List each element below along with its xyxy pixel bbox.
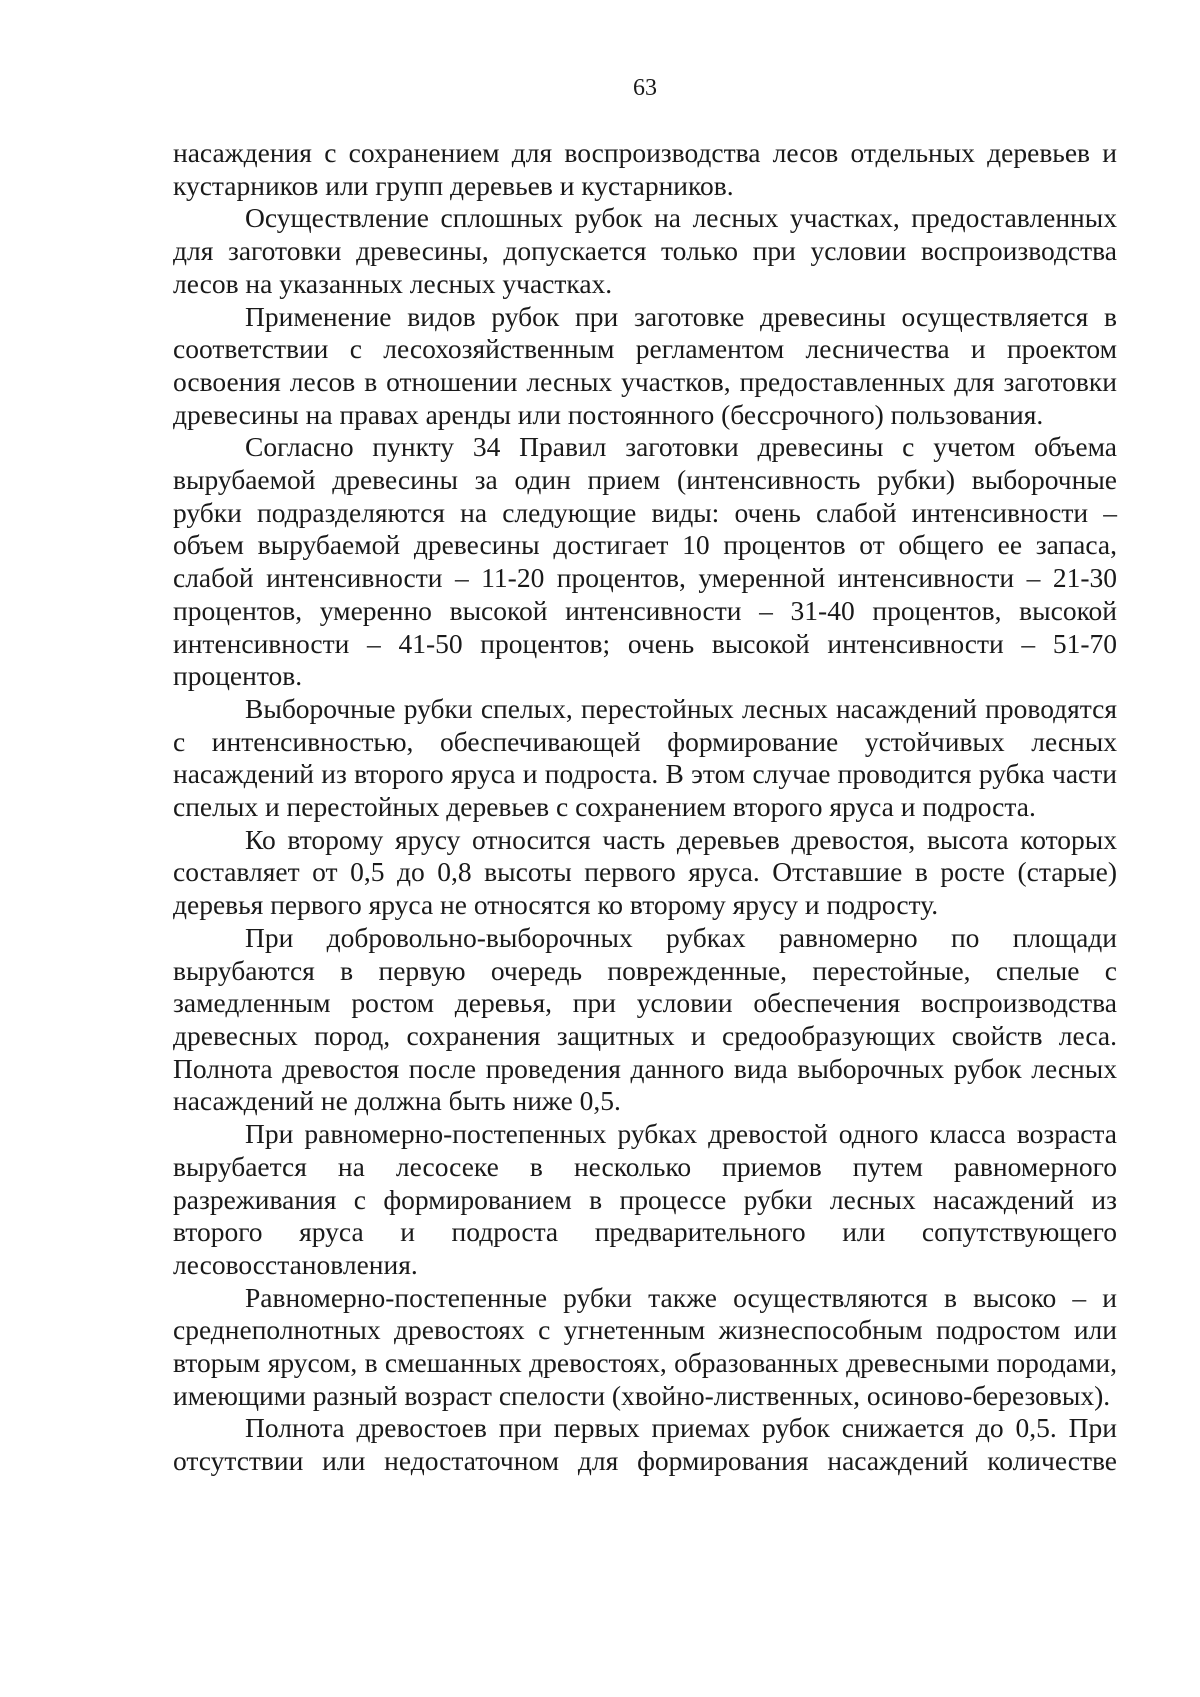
paragraph: Полнота древостоев при первых приемах рубок снижается до 0,5. При отсутствии или недостаточном для формирования насаждений количестве	[173, 1412, 1117, 1477]
body-text	[173, 137, 1117, 1478]
paragraph: насаждения с сохранением для воспроизводства лесов отдельных деревьев и кустарников или групп деревьев и кустарников.	[173, 137, 1117, 201]
paragraph: Выборочные рубки спелых, перестойных лесных насаждений проводятся с интенсивностью, обеспечивающей формирование устойчивых лесных насаждений из второго яруса и подроста. В этом случае проводится рубка части спелых и перестойных деревьев с сохранением второго яруса и подроста.	[173, 692, 1117, 823]
paragraph: Осуществление сплошных рубок на лесных участках, предоставленных для заготовки древесины, допускается только при условии воспроизводства лесов на указанных лесных участках.	[173, 202, 1117, 299]
paragraph: Применение видов рубок при заготовке древесины осуществляется в соответствии с лесохозяйственным регламентом лесничества и проектом освоения лесов в отношении лесных участков, предоставленных для заготовки древесины на правах аренды или постоянного (бессрочного) пользования.	[173, 300, 1117, 430]
page-number: 63	[633, 75, 657, 101]
paragraph: Ко второму ярусу относится часть деревьев древостоя, высота которых составляет от 0,5 до 0,8 высоты первого яруса. Отставшие в росте (старые) деревья первого яруса не относятся ко второму ярусу и подросту.	[173, 823, 1117, 921]
paragraph: При равномерно-постепенных рубках древостой одного класса возраста вырубается на лесосеке в несколько приемов путем равномерного разреживания с формированием в процессе рубки лесных насаждений из второго яруса и подроста предварительного или сопутствующего лесовосстановления.	[173, 1118, 1117, 1280]
paragraph: Согласно пункту 34 Правил заготовки древесины с учетом объема вырубаемой древесины за один прием (интенсивность рубки) выборочные рубки подразделяются на следующие виды: очень слабой интенсивности – объем вырубаемой древесины достигает 10 процентов от общего ее запаса, слабой интенсивности – 11-20 процентов, умеренной интенсивности – 21-30 процентов, умеренно высокой интенсивности – 31-40 процентов, высокой интенсивности – 41-50 процентов; очень высокой интенсивности – 51-70 процентов.	[173, 431, 1117, 692]
paragraph: Равномерно-постепенные рубки также осуществляются в высоко – и среднеполнотных древостоях с угнетенным жизнеспособным подростом или вторым ярусом, в смешанных древостоях, образованных древесными породами, имеющими разный возраст спелости (хвойно-лиственных, осиново-березовых).	[173, 1281, 1117, 1411]
paragraph: При добровольно-выборочных рубках равномерно по площади вырубаются в первую очередь поврежденные, перестойные, спелые с замедленным ростом деревья, при условии обеспечения воспроизводства древесных пород, сохранения защитных и средообразующих свойств леса. Полнота древостоя после проведения данного вида выборочных рубок лесных насаждений не должна быть ниже 0,5.	[173, 921, 1117, 1117]
